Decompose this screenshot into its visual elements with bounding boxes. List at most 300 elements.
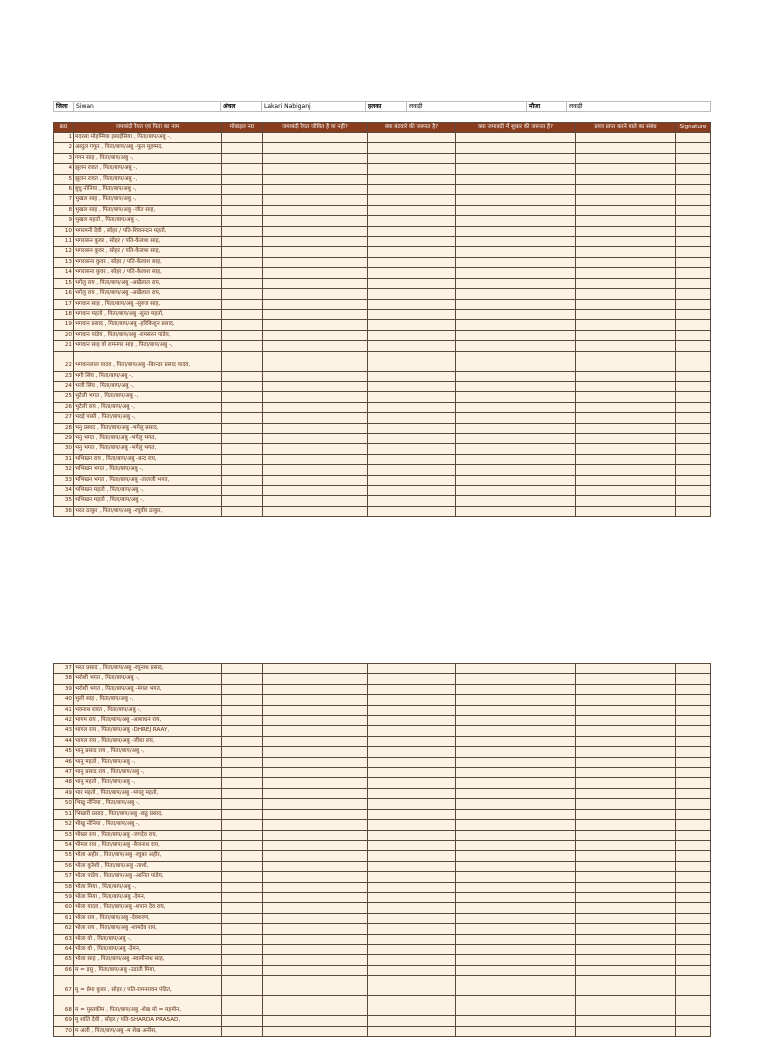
relation-cell[interactable] (576, 402, 676, 412)
relation-cell[interactable] (576, 736, 676, 746)
correction-cell[interactable] (456, 486, 576, 496)
signature-cell[interactable] (676, 944, 711, 954)
alive-cell[interactable] (263, 257, 368, 267)
relation-cell[interactable] (576, 840, 676, 850)
mobile-cell[interactable] (222, 133, 263, 143)
relation-cell[interactable] (576, 413, 676, 423)
correction-cell[interactable] (456, 903, 576, 913)
partition-cell[interactable] (368, 299, 456, 309)
correction-cell[interactable] (456, 289, 576, 299)
correction-cell[interactable] (456, 913, 576, 923)
partition-cell[interactable] (368, 924, 456, 934)
mobile-cell[interactable] (222, 330, 263, 340)
relation-cell[interactable] (576, 351, 676, 371)
correction-cell[interactable] (456, 664, 576, 674)
mobile-cell[interactable] (222, 341, 263, 351)
relation-cell[interactable] (576, 684, 676, 694)
partition-cell[interactable] (368, 185, 456, 195)
signature-cell[interactable] (676, 226, 711, 236)
signature-cell[interactable] (676, 247, 711, 257)
correction-cell[interactable] (456, 892, 576, 902)
alive-cell[interactable] (263, 299, 368, 309)
partition-cell[interactable] (368, 195, 456, 205)
partition-cell[interactable] (368, 736, 456, 746)
signature-cell[interactable] (676, 861, 711, 871)
correction-cell[interactable] (456, 861, 576, 871)
relation-cell[interactable] (576, 903, 676, 913)
partition-cell[interactable] (368, 1026, 456, 1036)
relation-cell[interactable] (576, 976, 676, 996)
relation-cell[interactable] (576, 309, 676, 319)
alive-cell[interactable] (263, 268, 368, 278)
relation-cell[interactable] (576, 913, 676, 923)
alive-cell[interactable] (263, 216, 368, 226)
alive-cell[interactable] (263, 413, 368, 423)
alive-cell[interactable] (263, 757, 368, 767)
signature-cell[interactable] (676, 913, 711, 923)
signature-cell[interactable] (676, 788, 711, 798)
alive-cell[interactable] (263, 475, 368, 485)
signature-cell[interactable] (676, 341, 711, 351)
signature-cell[interactable] (676, 402, 711, 412)
signature-cell[interactable] (676, 674, 711, 684)
relation-cell[interactable] (576, 882, 676, 892)
alive-cell[interactable] (263, 278, 368, 288)
mobile-cell[interactable] (222, 747, 263, 757)
correction-cell[interactable] (456, 830, 576, 840)
mobile-cell[interactable] (222, 861, 263, 871)
correction-cell[interactable] (456, 454, 576, 464)
alive-cell[interactable] (263, 289, 368, 299)
correction-cell[interactable] (456, 809, 576, 819)
partition-cell[interactable] (368, 674, 456, 684)
partition-cell[interactable] (368, 371, 456, 381)
alive-cell[interactable] (263, 330, 368, 340)
alive-cell[interactable] (263, 444, 368, 454)
signature-cell[interactable] (676, 851, 711, 861)
mobile-cell[interactable] (222, 454, 263, 464)
signature-cell[interactable] (676, 830, 711, 840)
relation-cell[interactable] (576, 195, 676, 205)
relation-cell[interactable] (576, 892, 676, 902)
correction-cell[interactable] (456, 371, 576, 381)
relation-cell[interactable] (576, 788, 676, 798)
signature-cell[interactable] (676, 486, 711, 496)
partition-cell[interactable] (368, 965, 456, 975)
partition-cell[interactable] (368, 976, 456, 996)
partition-cell[interactable] (368, 486, 456, 496)
signature-cell[interactable] (676, 965, 711, 975)
alive-cell[interactable] (263, 465, 368, 475)
relation-cell[interactable] (576, 465, 676, 475)
correction-cell[interactable] (456, 976, 576, 996)
partition-cell[interactable] (368, 757, 456, 767)
mobile-cell[interactable] (222, 164, 263, 174)
signature-cell[interactable] (676, 799, 711, 809)
mobile-cell[interactable] (222, 664, 263, 674)
partition-cell[interactable] (368, 506, 456, 516)
partition-cell[interactable] (368, 809, 456, 819)
correction-cell[interactable] (456, 705, 576, 715)
mobile-cell[interactable] (222, 402, 263, 412)
partition-cell[interactable] (368, 444, 456, 454)
mobile-cell[interactable] (222, 778, 263, 788)
mobile-cell[interactable] (222, 903, 263, 913)
correction-cell[interactable] (456, 736, 576, 746)
relation-cell[interactable] (576, 226, 676, 236)
partition-cell[interactable] (368, 381, 456, 391)
partition-cell[interactable] (368, 413, 456, 423)
signature-cell[interactable] (676, 257, 711, 267)
signature-cell[interactable] (676, 289, 711, 299)
alive-cell[interactable] (263, 903, 368, 913)
alive-cell[interactable] (263, 768, 368, 778)
alive-cell[interactable] (263, 955, 368, 965)
signature-cell[interactable] (676, 381, 711, 391)
relation-cell[interactable] (576, 716, 676, 726)
relation-cell[interactable] (576, 747, 676, 757)
partition-cell[interactable] (368, 237, 456, 247)
relation-cell[interactable] (576, 695, 676, 705)
relation-cell[interactable] (576, 486, 676, 496)
signature-cell[interactable] (676, 143, 711, 153)
mobile-cell[interactable] (222, 965, 263, 975)
correction-cell[interactable] (456, 351, 576, 371)
relation-cell[interactable] (576, 268, 676, 278)
signature-cell[interactable] (676, 872, 711, 882)
correction-cell[interactable] (456, 944, 576, 954)
partition-cell[interactable] (368, 695, 456, 705)
alive-cell[interactable] (263, 143, 368, 153)
partition-cell[interactable] (368, 216, 456, 226)
partition-cell[interactable] (368, 392, 456, 402)
relation-cell[interactable] (576, 143, 676, 153)
correction-cell[interactable] (456, 747, 576, 757)
correction-cell[interactable] (456, 413, 576, 423)
mobile-cell[interactable] (222, 465, 263, 475)
correction-cell[interactable] (456, 1016, 576, 1026)
correction-cell[interactable] (456, 1026, 576, 1036)
alive-cell[interactable] (263, 674, 368, 684)
signature-cell[interactable] (676, 840, 711, 850)
mobile-cell[interactable] (222, 1016, 263, 1026)
alive-cell[interactable] (263, 820, 368, 830)
signature-cell[interactable] (676, 475, 711, 485)
partition-cell[interactable] (368, 341, 456, 351)
mobile-cell[interactable] (222, 433, 263, 443)
mobile-cell[interactable] (222, 944, 263, 954)
mobile-cell[interactable] (222, 444, 263, 454)
relation-cell[interactable] (576, 278, 676, 288)
signature-cell[interactable] (676, 996, 711, 1016)
relation-cell[interactable] (576, 809, 676, 819)
mobile-cell[interactable] (222, 695, 263, 705)
alive-cell[interactable] (263, 402, 368, 412)
partition-cell[interactable] (368, 143, 456, 153)
partition-cell[interactable] (368, 226, 456, 236)
mobile-cell[interactable] (222, 976, 263, 996)
relation-cell[interactable] (576, 726, 676, 736)
relation-cell[interactable] (576, 778, 676, 788)
relation-cell[interactable] (576, 851, 676, 861)
signature-cell[interactable] (676, 413, 711, 423)
mobile-cell[interactable] (222, 423, 263, 433)
relation-cell[interactable] (576, 506, 676, 516)
partition-cell[interactable] (368, 882, 456, 892)
partition-cell[interactable] (368, 840, 456, 850)
correction-cell[interactable] (456, 768, 576, 778)
signature-cell[interactable] (676, 726, 711, 736)
relation-cell[interactable] (576, 164, 676, 174)
relation-cell[interactable] (576, 674, 676, 684)
relation-cell[interactable] (576, 381, 676, 391)
partition-cell[interactable] (368, 454, 456, 464)
mobile-cell[interactable] (222, 371, 263, 381)
correction-cell[interactable] (456, 684, 576, 694)
signature-cell[interactable] (676, 496, 711, 506)
alive-cell[interactable] (263, 423, 368, 433)
relation-cell[interactable] (576, 757, 676, 767)
partition-cell[interactable] (368, 153, 456, 163)
signature-cell[interactable] (676, 955, 711, 965)
signature-cell[interactable] (676, 371, 711, 381)
partition-cell[interactable] (368, 257, 456, 267)
mobile-cell[interactable] (222, 309, 263, 319)
signature-cell[interactable] (676, 278, 711, 288)
alive-cell[interactable] (263, 684, 368, 694)
signature-cell[interactable] (676, 320, 711, 330)
alive-cell[interactable] (263, 486, 368, 496)
signature-cell[interactable] (676, 195, 711, 205)
signature-cell[interactable] (676, 133, 711, 143)
signature-cell[interactable] (676, 423, 711, 433)
correction-cell[interactable] (456, 757, 576, 767)
mobile-cell[interactable] (222, 195, 263, 205)
relation-cell[interactable] (576, 924, 676, 934)
alive-cell[interactable] (263, 830, 368, 840)
relation-cell[interactable] (576, 247, 676, 257)
signature-cell[interactable] (676, 330, 711, 340)
mobile-cell[interactable] (222, 934, 263, 944)
correction-cell[interactable] (456, 496, 576, 506)
mobile-cell[interactable] (222, 851, 263, 861)
signature-cell[interactable] (676, 216, 711, 226)
alive-cell[interactable] (263, 381, 368, 391)
alive-cell[interactable] (263, 976, 368, 996)
relation-cell[interactable] (576, 289, 676, 299)
mobile-cell[interactable] (222, 237, 263, 247)
mobile-cell[interactable] (222, 674, 263, 684)
alive-cell[interactable] (263, 371, 368, 381)
relation-cell[interactable] (576, 433, 676, 443)
alive-cell[interactable] (263, 226, 368, 236)
signature-cell[interactable] (676, 684, 711, 694)
mobile-cell[interactable] (222, 1026, 263, 1036)
signature-cell[interactable] (676, 465, 711, 475)
mobile-cell[interactable] (222, 257, 263, 267)
relation-cell[interactable] (576, 320, 676, 330)
relation-cell[interactable] (576, 955, 676, 965)
mobile-cell[interactable] (222, 278, 263, 288)
signature-cell[interactable] (676, 778, 711, 788)
relation-cell[interactable] (576, 216, 676, 226)
partition-cell[interactable] (368, 164, 456, 174)
alive-cell[interactable] (263, 506, 368, 516)
relation-cell[interactable] (576, 944, 676, 954)
mobile-cell[interactable] (222, 736, 263, 746)
mobile-cell[interactable] (222, 268, 263, 278)
relation-cell[interactable] (576, 475, 676, 485)
alive-cell[interactable] (263, 195, 368, 205)
correction-cell[interactable] (456, 257, 576, 267)
mobile-cell[interactable] (222, 486, 263, 496)
partition-cell[interactable] (368, 913, 456, 923)
alive-cell[interactable] (263, 237, 368, 247)
relation-cell[interactable] (576, 330, 676, 340)
partition-cell[interactable] (368, 496, 456, 506)
partition-cell[interactable] (368, 716, 456, 726)
relation-cell[interactable] (576, 664, 676, 674)
relation-cell[interactable] (576, 965, 676, 975)
partition-cell[interactable] (368, 423, 456, 433)
mobile-cell[interactable] (222, 830, 263, 840)
alive-cell[interactable] (263, 882, 368, 892)
partition-cell[interactable] (368, 778, 456, 788)
correction-cell[interactable] (456, 174, 576, 184)
correction-cell[interactable] (456, 851, 576, 861)
partition-cell[interactable] (368, 903, 456, 913)
partition-cell[interactable] (368, 705, 456, 715)
mobile-cell[interactable] (222, 872, 263, 882)
relation-cell[interactable] (576, 496, 676, 506)
relation-cell[interactable] (576, 371, 676, 381)
mobile-cell[interactable] (222, 955, 263, 965)
correction-cell[interactable] (456, 216, 576, 226)
mobile-cell[interactable] (222, 840, 263, 850)
mobile-cell[interactable] (222, 684, 263, 694)
mobile-cell[interactable] (222, 216, 263, 226)
alive-cell[interactable] (263, 392, 368, 402)
correction-cell[interactable] (456, 423, 576, 433)
signature-cell[interactable] (676, 351, 711, 371)
signature-cell[interactable] (676, 924, 711, 934)
signature-cell[interactable] (676, 174, 711, 184)
correction-cell[interactable] (456, 433, 576, 443)
correction-cell[interactable] (456, 226, 576, 236)
relation-cell[interactable] (576, 133, 676, 143)
signature-cell[interactable] (676, 736, 711, 746)
mobile-cell[interactable] (222, 996, 263, 1016)
mobile-cell[interactable] (222, 716, 263, 726)
partition-cell[interactable] (368, 861, 456, 871)
alive-cell[interactable] (263, 174, 368, 184)
correction-cell[interactable] (456, 674, 576, 684)
relation-cell[interactable] (576, 444, 676, 454)
correction-cell[interactable] (456, 381, 576, 391)
signature-cell[interactable] (676, 164, 711, 174)
correction-cell[interactable] (456, 820, 576, 830)
correction-cell[interactable] (456, 237, 576, 247)
correction-cell[interactable] (456, 799, 576, 809)
alive-cell[interactable] (263, 726, 368, 736)
correction-cell[interactable] (456, 882, 576, 892)
partition-cell[interactable] (368, 402, 456, 412)
signature-cell[interactable] (676, 185, 711, 195)
correction-cell[interactable] (456, 278, 576, 288)
relation-cell[interactable] (576, 1016, 676, 1026)
alive-cell[interactable] (263, 934, 368, 944)
relation-cell[interactable] (576, 799, 676, 809)
signature-cell[interactable] (676, 882, 711, 892)
signature-cell[interactable] (676, 976, 711, 996)
signature-cell[interactable] (676, 1026, 711, 1036)
mobile-cell[interactable] (222, 705, 263, 715)
alive-cell[interactable] (263, 705, 368, 715)
alive-cell[interactable] (263, 892, 368, 902)
partition-cell[interactable] (368, 788, 456, 798)
alive-cell[interactable] (263, 247, 368, 257)
partition-cell[interactable] (368, 475, 456, 485)
mobile-cell[interactable] (222, 320, 263, 330)
alive-cell[interactable] (263, 924, 368, 934)
mobile-cell[interactable] (222, 381, 263, 391)
signature-cell[interactable] (676, 903, 711, 913)
correction-cell[interactable] (456, 330, 576, 340)
mobile-cell[interactable] (222, 506, 263, 516)
mobile-cell[interactable] (222, 351, 263, 371)
alive-cell[interactable] (263, 664, 368, 674)
correction-cell[interactable] (456, 133, 576, 143)
signature-cell[interactable] (676, 820, 711, 830)
mobile-cell[interactable] (222, 174, 263, 184)
correction-cell[interactable] (456, 392, 576, 402)
alive-cell[interactable] (263, 965, 368, 975)
relation-cell[interactable] (576, 205, 676, 215)
mobile-cell[interactable] (222, 413, 263, 423)
partition-cell[interactable] (368, 768, 456, 778)
partition-cell[interactable] (368, 433, 456, 443)
correction-cell[interactable] (456, 299, 576, 309)
correction-cell[interactable] (456, 506, 576, 516)
signature-cell[interactable] (676, 392, 711, 402)
mobile-cell[interactable] (222, 153, 263, 163)
partition-cell[interactable] (368, 996, 456, 1016)
partition-cell[interactable] (368, 205, 456, 215)
correction-cell[interactable] (456, 444, 576, 454)
partition-cell[interactable] (368, 872, 456, 882)
alive-cell[interactable] (263, 788, 368, 798)
partition-cell[interactable] (368, 830, 456, 840)
relation-cell[interactable] (576, 237, 676, 247)
relation-cell[interactable] (576, 768, 676, 778)
relation-cell[interactable] (576, 423, 676, 433)
mobile-cell[interactable] (222, 226, 263, 236)
mobile-cell[interactable] (222, 289, 263, 299)
alive-cell[interactable] (263, 716, 368, 726)
partition-cell[interactable] (368, 278, 456, 288)
correction-cell[interactable] (456, 247, 576, 257)
alive-cell[interactable] (263, 799, 368, 809)
partition-cell[interactable] (368, 289, 456, 299)
relation-cell[interactable] (576, 299, 676, 309)
correction-cell[interactable] (456, 205, 576, 215)
relation-cell[interactable] (576, 153, 676, 163)
mobile-cell[interactable] (222, 247, 263, 257)
correction-cell[interactable] (456, 788, 576, 798)
signature-cell[interactable] (676, 809, 711, 819)
partition-cell[interactable] (368, 892, 456, 902)
correction-cell[interactable] (456, 840, 576, 850)
